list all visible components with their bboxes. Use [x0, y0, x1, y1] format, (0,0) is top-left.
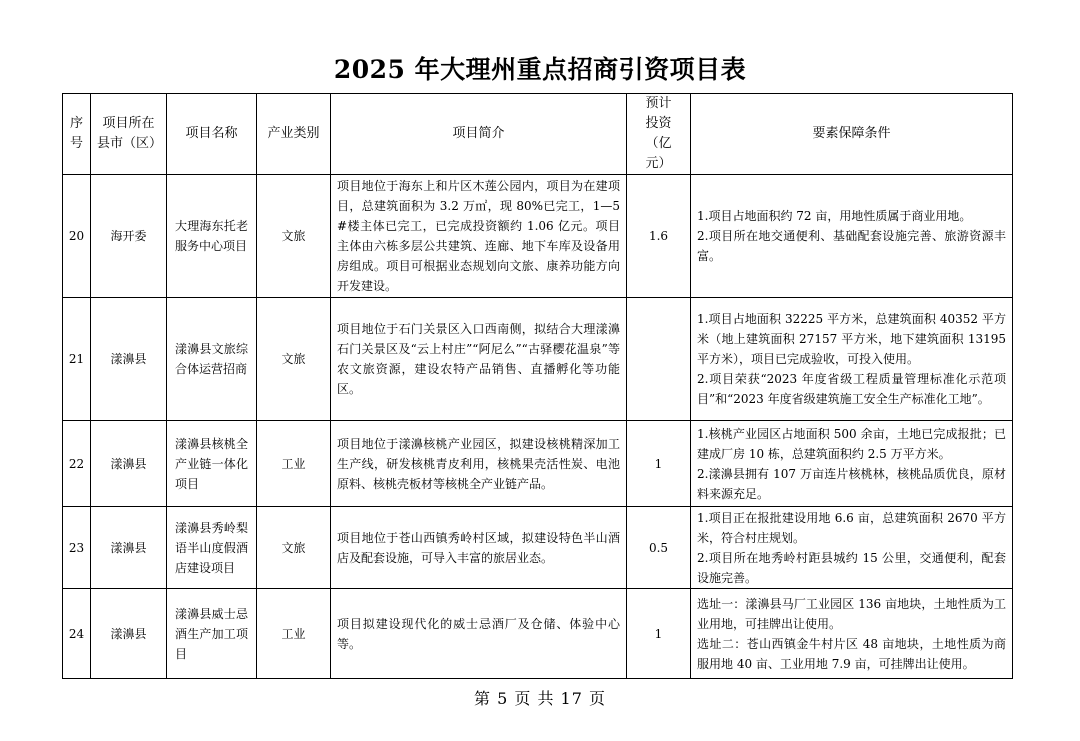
- cell-conditions: [691, 589, 1013, 679]
- table-body: [63, 94, 1013, 679]
- cell-seq: 20: [63, 175, 91, 298]
- cell-intro: [331, 421, 627, 507]
- cell-invest: 1.6: [627, 175, 691, 298]
- cell-name: [167, 298, 257, 421]
- cell-county: 漾濞县: [91, 589, 167, 679]
- cell-name-text: 漾濞县秀岭梨语半山度假酒店建设项目: [175, 520, 248, 575]
- table-row: [63, 589, 1013, 679]
- table-row: [63, 421, 1013, 507]
- cell-invest: 0.5: [627, 507, 691, 589]
- table-row: [63, 507, 1013, 589]
- cell-county: 漾濞县: [91, 507, 167, 589]
- header-invest: 预计投资（亿元）: [627, 94, 691, 175]
- table-row: [63, 175, 1013, 298]
- cell-county: 漾濞县: [91, 421, 167, 507]
- cell-seq: 23: [63, 507, 91, 589]
- header-seq: 序号: [63, 94, 91, 175]
- cell-conditions-text: 选址一：漾濞县马厂工业园区 136 亩地块，土地性质为工业用地，可挂牌出让使用。 选址二：苍山西镇金牛村片区 48 亩地块，土地性质为商服用地 40 亩、工业用地 7.9 亩，可挂牌出让使用。: [697, 596, 1006, 671]
- cell-industry: 文旅: [257, 507, 331, 589]
- cell-invest: 1: [627, 421, 691, 507]
- cell-county: 海开委: [91, 175, 167, 298]
- cell-intro-text: 项目地位于苍山西镇秀岭村区域，拟建设特色半山酒店及配套设施，可导入丰富的旅居业态。: [337, 530, 620, 565]
- cell-name: [167, 507, 257, 589]
- cell-industry: 文旅: [257, 298, 331, 421]
- cell-name-text: 漾濞县威士忌酒生产加工项目: [175, 606, 248, 661]
- cell-intro-text: 项目地位于海东上和片区木莲公园内，项目为在建项目，总建筑面积为 3.2 万㎡，现 80%已完工，1—5#楼主体已完工，已完成投资额约 1.06 亿元。项目主体由六栋多层公共建筑、连廊、地下车库及设备用房组成。项目可根据业态规划向文旅、康养功能方向开发建设。: [337, 179, 620, 293]
- cell-intro-text: 项目地位于石门关景区入口西南侧，拟结合大理漾濞石门关景区及“云上村庄”“阿尼么”“古驿樱花温泉”等农文旅资源，建设农特产品销售、直播孵化等功能区。: [337, 322, 620, 396]
- cell-name-text: 漾濞县文旅综合体运营招商: [175, 342, 248, 376]
- header-industry: 产业类别: [257, 94, 331, 175]
- cell-conditions-text: 1.核桃产业园区占地面积 500 余亩，土地已完成报批；已建成厂房 10 栋，总建筑面积约 2.5 万平方米。 2.漾濞县拥有 107 万亩连片核桃林，核桃品质优良，原材料来源充足。: [697, 426, 1006, 501]
- cell-invest: 1: [627, 589, 691, 679]
- header-conditions: 要素保障条件: [691, 94, 1013, 175]
- cell-intro: [331, 589, 627, 679]
- cell-invest: [627, 298, 691, 421]
- cell-intro-text: 项目地位于漾濞核桃产业园区，拟建设核桃精深加工生产线，研发核桃青皮利用，核桃果壳活性炭、电池原料、核桃壳板材等核桃全产业链产品。: [337, 436, 620, 491]
- cell-industry: 文旅: [257, 175, 331, 298]
- cell-intro: [331, 298, 627, 421]
- cell-conditions: [691, 421, 1013, 507]
- page-title: 2025 年大理州重点招商引资项目表: [333, 55, 747, 84]
- project-table: [62, 93, 1013, 679]
- cell-industry: 工业: [257, 589, 331, 679]
- cell-conditions-text: 1.项目占地面积约 72 亩，用地性质属于商业用地。 2.项目所在地交通便利、基础配套设施完善、旅游资源丰富。: [697, 209, 1006, 263]
- cell-seq: 24: [63, 589, 91, 679]
- cell-name-text: 大理海东托老服务中心项目: [175, 219, 248, 253]
- cell-industry: 工业: [257, 421, 331, 507]
- cell-seq: 21: [63, 298, 91, 421]
- cell-seq: 22: [63, 421, 91, 507]
- cell-conditions: [691, 175, 1013, 298]
- cell-conditions: [691, 298, 1013, 421]
- cell-conditions-text: 1.项目正在报批建设用地 6.6 亩，总建筑面积 2670 平方米，符合村庄规划。 2.项目所在地秀岭村距县城约 15 公里，交通便利，配套设施完善。: [697, 510, 1006, 585]
- cell-name: [167, 421, 257, 507]
- header-name: 项目名称: [167, 94, 257, 175]
- cell-intro-text: 项目拟建设现代化的威士忌酒厂及仓储、体验中心等。: [337, 616, 620, 651]
- cell-name-text: 漾濞县核桃全产业链一体化项目: [175, 436, 248, 491]
- header-intro: 项目简介: [331, 94, 627, 175]
- header-row: [63, 94, 1013, 175]
- header-county: 项目所在县市（区）: [91, 94, 167, 175]
- page-indicator: 第 5 页 共 17 页: [474, 689, 606, 708]
- cell-intro: [331, 507, 627, 589]
- cell-conditions-text: 1.项目占地面积 32225 平方米，总建筑面积 40352 平方米（地上建筑面积 27157 平方米，地下建筑面积 13195 平方米），项目已完成验收，可投入使用。 2.项目荣获“2023 年度省级工程质量管理标准化示范项目”和“2023 年度省级建筑施工安全生产标准化工地”。: [697, 312, 1006, 406]
- table-row: [63, 298, 1013, 421]
- cell-county: 漾濞县: [91, 298, 167, 421]
- cell-name: [167, 175, 257, 298]
- cell-conditions: [691, 507, 1013, 589]
- cell-name: [167, 589, 257, 679]
- cell-intro: [331, 175, 627, 298]
